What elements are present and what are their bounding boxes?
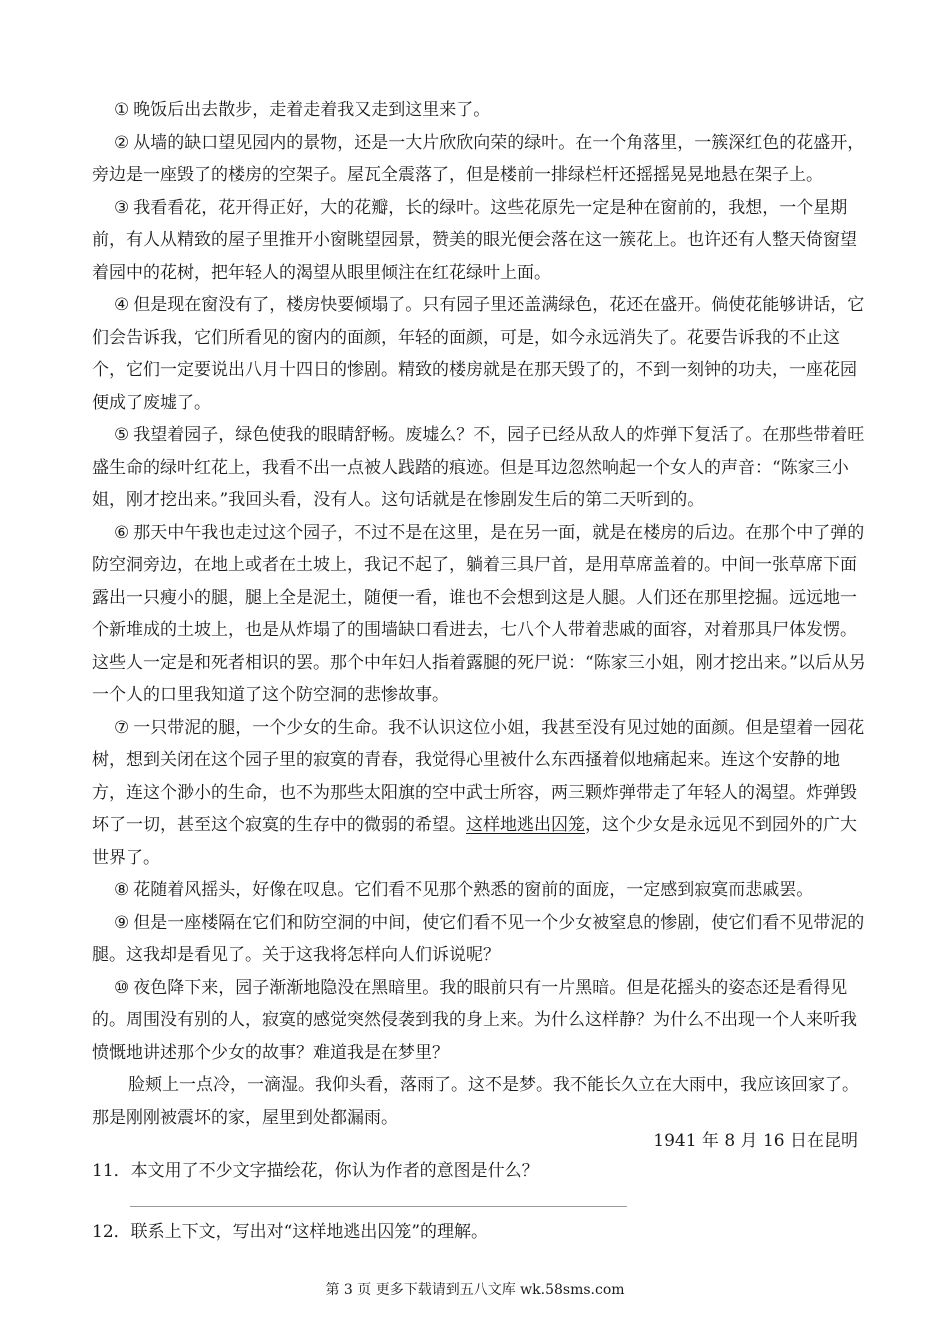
paragraph-9: ⑨ 但是一座楼隔在它们和防空洞的中间，使它们看不见一个少女被窒息的惨剧，使它们看不见带泥的腿。这我却是看见了。关于这我将怎样向人们诉说呢？ [92, 912, 865, 965]
paragraph-1: ① 晚饭后出去散步，走着走着我又走到这里来了。 [114, 100, 491, 120]
article-body [92, 94, 872, 1134]
date-location: 1941 年 8 月 16 日在昆明 [653, 1131, 858, 1151]
paragraph-4: ④ 但是现在窗没有了，楼房快要倾塌了。只有园子里还盖满绿色，花还在盛开。倘使花能够讲话，它们会告诉我，它们所看见的窗内的面颜，年轻的面颜，可是，如今永远消失了。花要告诉我的不止这个，它们一定要说出八月十四日的惨剧。精致的楼房就是在那天毁了的，不到一刻钟的功夫，一座花园便成了废墟了。 [92, 295, 865, 413]
closing-paragraph: 脸颊上一点冷，一滴湿。我仰头看，落雨了。这不是梦。我不能长久立在大雨中，我应该回家了。那是刚刚被震坏的家，屋里到处都漏雨。 [92, 1075, 859, 1128]
answer-line-11[interactable] [130, 1206, 627, 1207]
paragraph-8: ⑧ 花随着风摇头，好像在叹息。它们看不见那个熟悉的窗前的面庞，一定感到寂寞而悲戚罢。 [114, 880, 814, 900]
paragraph-7: ⑦ 一只带泥的腿，一个少女的生命。我不认识这位小姐，我甚至没有见过她的面颜。但是望着一园花树，想到关闭在这个园子里的寂寞的青春，我觉得心里被什么东西搔着似地痛起来。连这个安静的地方，连这个渺小的生命，也不为那些太阳旗的空中武士所容，两三颗炸弹带走了年轻人的渴望。炸弹毁坏了一切，甚至这个寂寞的生存中的微弱的希望。这样地逃出囚笼，这个少女是永远见不到园外的广大世界了。 [92, 717, 865, 868]
question-11: 11．本文用了不少文字描绘花，你认为作者的意图是什么？ [92, 1161, 539, 1181]
paragraph-2: ② 从墙的缺口望见园内的景物，还是一大片欣欣向荣的绿叶。在一个角落里，一簇深红色的花盛开，旁边是一座毁了的楼房的空架子。屋瓦全震落了，但是楼前一排绿栏杆还摇摇晃晃地悬在架子上。 [92, 132, 865, 185]
paragraph-10: ⑩ 夜色降下来，园子渐渐地隐没在黑暗里。我的眼前只有一片黑暗。但是花摇头的姿态还是看得见的。周围没有别的人，寂寞的感觉突然侵袭到我的身上来。为什么这样静？为什么不出现一个人来听我愤慨地讲述那个少女的故事？难道我是在梦里？ [92, 977, 857, 1063]
question-12: 12．联系上下文，写出对“这样地逃出囚笼”的理解。 [92, 1222, 489, 1242]
underlined-phrase: 这样地逃出囚笼 [466, 815, 585, 835]
paragraph-3: ③ 我看看花，花开得正好，大的花瓣，长的绿叶。这些花原先一定是种在窗前的，我想，一个星期前，有人从精致的屋子里推开小窗眺望园景，赞美的眼光便会落在这一簇花上。也许还有人整天倚窗望着园中的花树，把年轻人的渴望从眼里倾注在红花绿叶上面。 [92, 197, 857, 283]
paragraph-5: ⑤ 我望着园子，绿色使我的眼睛舒畅。废墟么？不，园子已经从敌人的炸弹下复活了。在那些带着旺盛生命的绿叶红花上，我看不出一点被人践踏的痕迹。但是耳边忽然响起一个女人的声音：“陈家三小姐，刚才挖出来。”我回头看，没有人。这句话就是在惨剧发生后的第二天听到的。 [92, 425, 865, 510]
paragraph-6: ⑥ 那天中午我也走过这个园子，不过不是在这里，是在另一面，就是在楼房的后边。在那个中了弹的防空洞旁边，在地上或者在土坡上，我记不起了，躺着三具尸首，是用草席盖着的。中间一张草席下面露出一只瘦小的腿，腿上全是泥土，随便一看，谁也不会想到这是人腿。人们还在那里挖掘。远远地一个新堆成的土坡上，也是从炸塌了的围墙缺口看进去，七八个人带着悲戚的面容，对着那具尸体发愣。这些人一定是和死者相识的罢。那个中年妇人指着露腿的死尸说：“陈家三小姐，刚才挖出来。”以后从另一个人的口里我知道了这个防空洞的悲惨故事。 [92, 522, 866, 705]
page-footer: 第 3 页 更多下载请到五八文库 wk.58sms.com [325, 1282, 625, 1298]
